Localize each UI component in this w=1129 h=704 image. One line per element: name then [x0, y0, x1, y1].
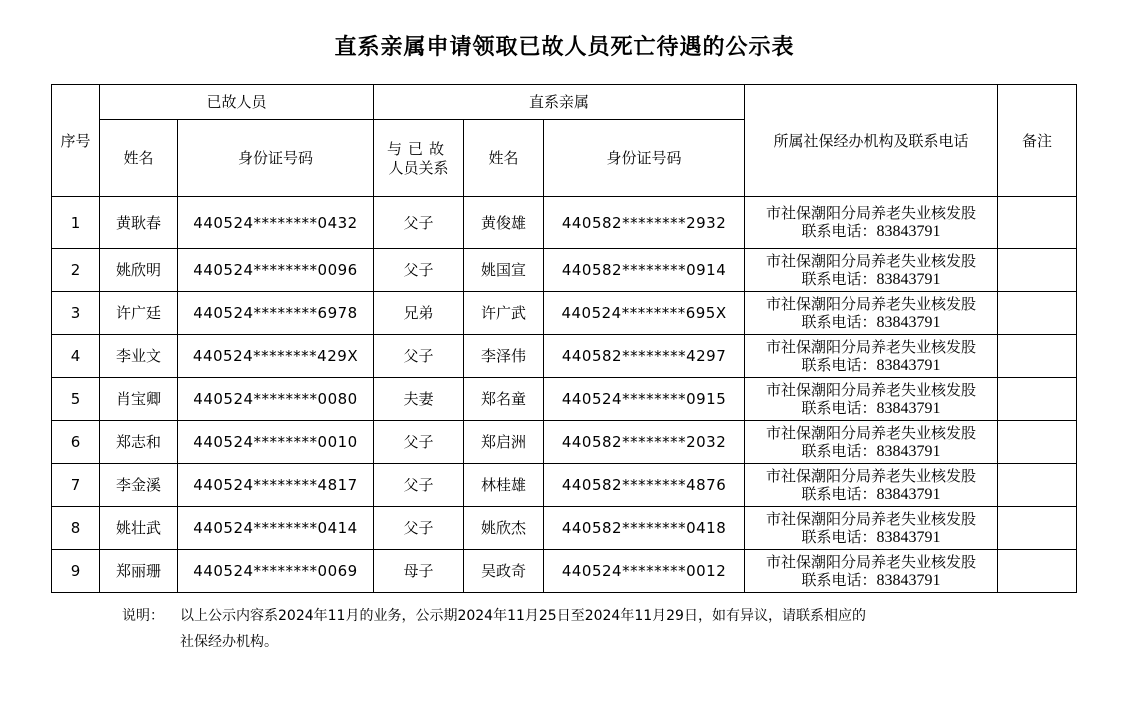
header-relative-id: 身份证号码	[544, 120, 745, 197]
row-phone-label: 联系电话：	[801, 441, 877, 460]
row-org-name: 市社保潮阳分局养老失业核发股	[766, 294, 977, 313]
header-relation	[374, 120, 464, 197]
row-org-contact	[745, 292, 998, 335]
row-org-name: 市社保潮阳分局养老失业核发股	[766, 466, 977, 485]
table-row	[52, 464, 1077, 507]
row-relation: 夫妻	[374, 378, 464, 421]
page-title: 直系亲属申请领取已故人员死亡待遇的公示表	[334, 35, 795, 60]
row-deceased-name: 黄耿春	[100, 197, 178, 249]
row-relation: 兄弟	[374, 292, 464, 335]
row-deceased-name: 姚壮武	[100, 507, 178, 550]
row-relative-name: 林桂雄	[464, 464, 544, 507]
footnote-label: 说明：	[122, 608, 164, 624]
footnote-line2: 社保经办机构。	[180, 634, 278, 650]
row-relative-id: 440524********0012	[544, 550, 745, 593]
row-seq: 6	[52, 421, 100, 464]
header-seq: 序号	[52, 85, 100, 197]
header-deceased-id: 身份证号码	[178, 120, 374, 197]
row-deceased-id: 440524********0432	[178, 197, 374, 249]
header-row-1	[52, 85, 1077, 120]
row-relation: 母子	[374, 550, 464, 593]
row-relative-name: 黄俊雄	[464, 197, 544, 249]
table-row	[52, 249, 1077, 292]
header-deceased-name: 姓名	[100, 120, 178, 197]
row-org-contact	[745, 507, 998, 550]
row-relation: 父子	[374, 249, 464, 292]
row-relative-name: 吴政奇	[464, 550, 544, 593]
row-org-name: 市社保潮阳分局养老失业核发股	[766, 251, 977, 270]
row-org-phone-line	[745, 270, 997, 289]
row-org-phone-line	[745, 313, 997, 332]
row-org-contact	[745, 335, 998, 378]
row-remark	[998, 464, 1077, 507]
header-relative-group: 直系亲属	[374, 85, 745, 120]
notice-table	[51, 84, 1077, 593]
row-remark	[998, 550, 1077, 593]
row-seq: 3	[52, 292, 100, 335]
row-relative-id: 440524********0915	[544, 378, 745, 421]
row-deceased-name: 李业文	[100, 335, 178, 378]
row-phone-label: 联系电话：	[801, 570, 877, 589]
header-org-contact: 所属社保经办机构及联系电话	[745, 85, 998, 197]
header-relation-line1: 与已故	[387, 139, 451, 158]
row-relative-name: 郑名童	[464, 378, 544, 421]
row-org-phone-line	[745, 485, 997, 504]
row-phone-number: 83843791	[876, 356, 941, 374]
table-row	[52, 507, 1077, 550]
row-relation: 父子	[374, 464, 464, 507]
row-phone-number: 83843791	[876, 223, 941, 240]
table-row	[52, 378, 1077, 421]
row-phone-label: 联系电话：	[801, 484, 877, 503]
row-org-phone-line	[745, 356, 997, 375]
row-relative-name: 姚欣杰	[464, 507, 544, 550]
row-org-phone-line	[745, 442, 997, 461]
row-remark	[998, 292, 1077, 335]
table-row	[52, 292, 1077, 335]
row-relative-id: 440582********2932	[544, 197, 745, 249]
row-phone-label: 联系电话：	[801, 312, 877, 331]
row-deceased-name: 许广廷	[100, 292, 178, 335]
row-org-name: 市社保潮阳分局养老失业核发股	[766, 337, 977, 356]
row-org-name: 市社保潮阳分局养老失业核发股	[766, 509, 977, 528]
row-seq: 9	[52, 550, 100, 593]
table-row	[52, 335, 1077, 378]
header-remark: 备注	[998, 85, 1077, 197]
row-deceased-id: 440524********429X	[178, 335, 374, 378]
row-relative-id: 440582********0914	[544, 249, 745, 292]
row-remark	[998, 378, 1077, 421]
row-relation: 父子	[374, 335, 464, 378]
row-relative-id: 440524********695X	[544, 292, 745, 335]
row-phone-label: 联系电话：	[801, 222, 877, 240]
row-relation: 父子	[374, 421, 464, 464]
table-row	[52, 421, 1077, 464]
row-relative-id: 440582********2032	[544, 421, 745, 464]
row-remark	[998, 335, 1077, 378]
row-relative-name: 李泽伟	[464, 335, 544, 378]
row-phone-number: 83843791	[876, 485, 941, 503]
row-relative-id: 440582********0418	[544, 507, 745, 550]
row-deceased-id: 440524********4817	[178, 464, 374, 507]
row-relative-id: 440582********4297	[544, 335, 745, 378]
header-relative-name: 姓名	[464, 120, 544, 197]
row-deceased-id: 440524********0069	[178, 550, 374, 593]
row-org-name: 市社保潮阳分局养老失业核发股	[766, 552, 977, 571]
row-seq: 8	[52, 507, 100, 550]
row-deceased-name: 郑志和	[100, 421, 178, 464]
row-deceased-name: 姚欣明	[100, 249, 178, 292]
row-remark	[998, 249, 1077, 292]
row-phone-number: 83843791	[876, 399, 941, 417]
row-seq: 1	[52, 197, 100, 249]
row-relation: 父子	[374, 507, 464, 550]
row-relative-name: 许广武	[464, 292, 544, 335]
header-relation-line2: 人员关系	[388, 158, 449, 177]
row-org-contact	[745, 550, 998, 593]
row-org-phone-line	[745, 528, 997, 547]
row-remark	[998, 421, 1077, 464]
table-row	[52, 197, 1077, 249]
row-phone-number: 83843791	[876, 270, 941, 288]
row-seq: 2	[52, 249, 100, 292]
header-deceased-group: 已故人员	[100, 85, 374, 120]
row-phone-label: 联系电话：	[801, 355, 877, 374]
row-phone-label: 联系电话：	[801, 527, 877, 546]
row-deceased-id: 440524********0010	[178, 421, 374, 464]
row-seq: 4	[52, 335, 100, 378]
row-org-name: 市社保潮阳分局养老失业核发股	[766, 380, 977, 399]
row-org-contact	[745, 464, 998, 507]
row-deceased-id: 440524********6978	[178, 292, 374, 335]
row-deceased-name: 肖宝卿	[100, 378, 178, 421]
row-remark	[998, 197, 1077, 249]
row-org-phone-line	[745, 222, 997, 241]
row-deceased-id: 440524********0080	[178, 378, 374, 421]
row-phone-label: 联系电话：	[801, 398, 877, 417]
row-phone-number: 83843791	[876, 571, 941, 589]
row-remark	[998, 507, 1077, 550]
row-org-phone-line	[745, 399, 997, 418]
row-relative-id: 440582********4876	[544, 464, 745, 507]
row-relative-name: 郑启洲	[464, 421, 544, 464]
row-phone-label: 联系电话：	[801, 269, 877, 288]
row-phone-number: 83843791	[876, 313, 941, 331]
row-org-name: 市社保潮阳分局养老失业核发股	[766, 423, 977, 442]
row-relative-name: 姚国宣	[464, 249, 544, 292]
row-relation: 父子	[374, 197, 464, 249]
row-deceased-name: 郑丽珊	[100, 550, 178, 593]
row-seq: 7	[52, 464, 100, 507]
row-seq: 5	[52, 378, 100, 421]
row-phone-number: 83843791	[876, 442, 941, 460]
row-deceased-name: 李金溪	[100, 464, 178, 507]
footnote-line1: 以上公示内容系2024年11月的业务，公示期2024年11月25日至2024年11月29日，如有异议，请联系相应的	[180, 608, 866, 624]
row-deceased-id: 440524********0096	[178, 249, 374, 292]
row-org-contact	[745, 421, 998, 464]
row-org-phone-line	[745, 571, 997, 590]
row-org-name: 市社保潮阳分局养老失业核发股	[766, 204, 977, 222]
row-deceased-id: 440524********0414	[178, 507, 374, 550]
table-row	[52, 550, 1077, 593]
row-org-contact	[745, 249, 998, 292]
row-org-contact	[745, 378, 998, 421]
row-phone-number: 83843791	[876, 528, 941, 546]
row-org-contact	[745, 197, 998, 249]
